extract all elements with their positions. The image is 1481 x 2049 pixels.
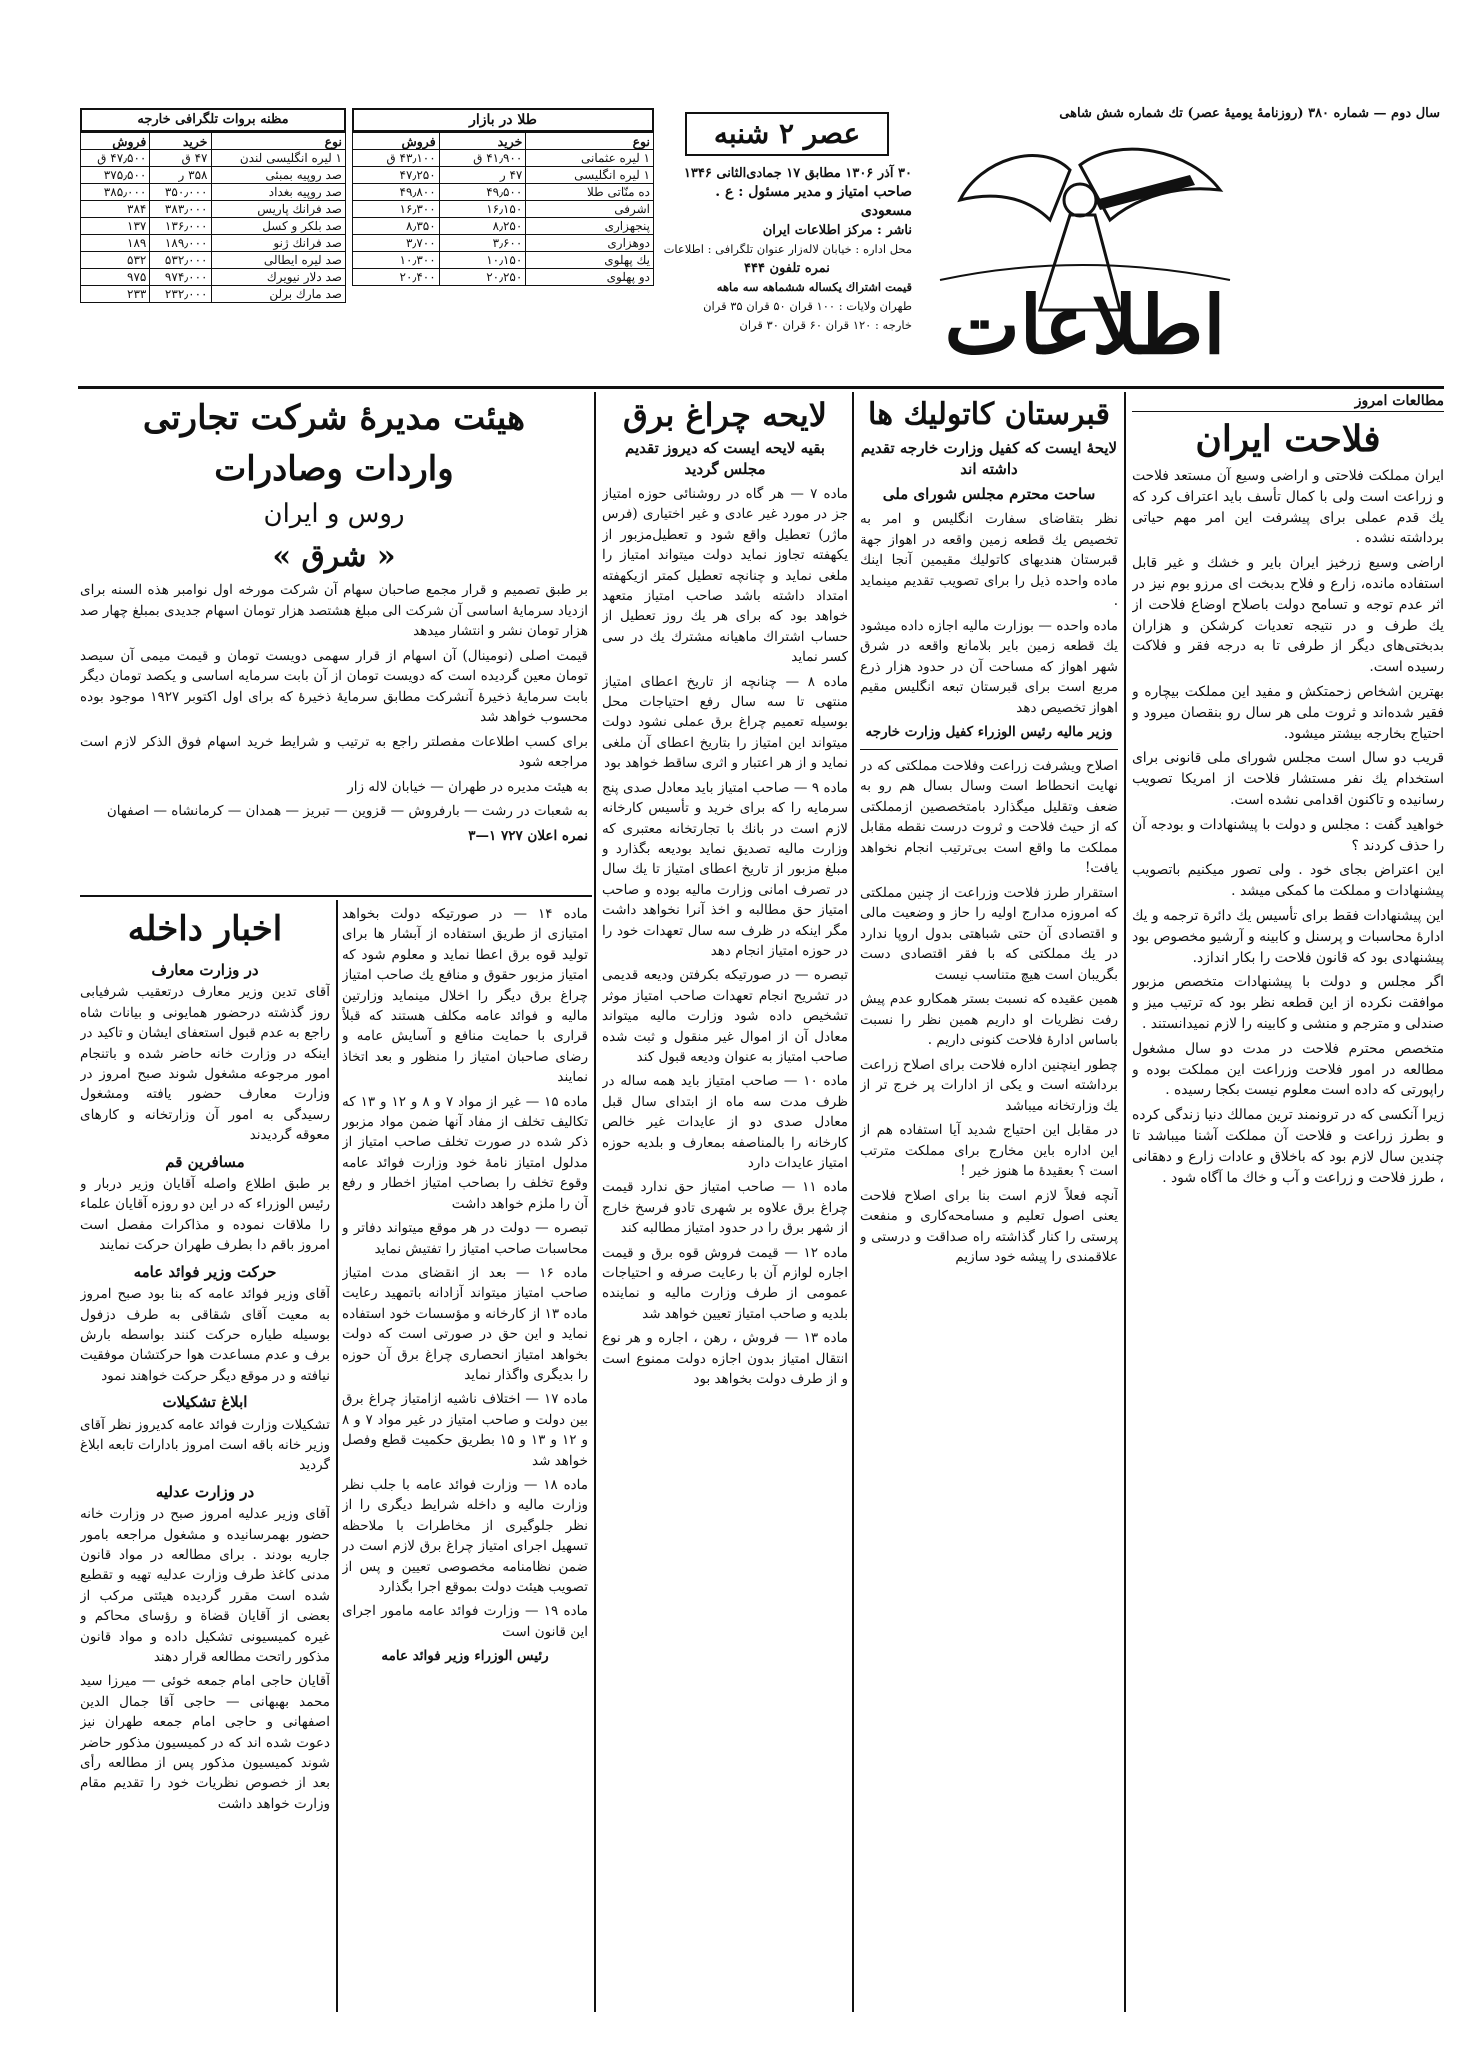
fx-table-row (81, 286, 346, 303)
article-title: قبرستان کاتولیك ها (868, 397, 1110, 432)
gold-table-cell: ۲۰٫۴۰۰ (353, 269, 440, 286)
fx-table-row (81, 150, 346, 167)
fx-header-sell: فروش (81, 133, 150, 150)
article-paragraph: زیرا آنکسی که در ترونمند ترین ممالك دنیا زندگی کرده و بطرز زراعت و فلاحت آن مملکت آشنا میباشد تا چندین سال لازم بود که باخلاق و عادات زارع و دهقانی ، طرز فلاحت و زراعت و آب و خاك ما آگاه شود . (1132, 1107, 1444, 1186)
gold-table-row (353, 184, 654, 201)
gold-table-cell: ۳٫۶۰۰ (439, 235, 526, 252)
article-paragraph: در مقابل این احتیاج شدید آیا استفاده هم از این اداره باین مخارج برای مملکت مترتب است ؟ بعقیدهٔ ما هنوز خیر ! (860, 1122, 1118, 1179)
article-title: لایحه چراغ برق (622, 396, 828, 434)
gold-price-table (352, 108, 654, 286)
news-heading: حرکت وزیر فوائد عامه (133, 1262, 277, 1281)
article-electric-light-bill-continued (342, 904, 588, 2012)
news-paragraph: آقای وزیر عدلیه امروز صبح در وزارت خانه حضور بهمرسانیده و مشغول مراجعه بامور جاریه بودند . برای مطالعه در مواد قانون مدنی کاغذ طرف وزارت عدلیه تهیه و تقطیع شده است مقرر گردیده هیئتی مرکب از بعضی از آقایان قضاة و رؤسای محاکم و غیره کمیسیونی تشکیل داده و مواد قانون مذکور راتحت مطالعه قرار دهند (80, 1506, 330, 1665)
masthead-logo (920, 130, 1250, 380)
article-catholic-cemetery (860, 392, 1118, 2012)
fx-table-cell: ۳۸۵٫۰۰۰ (81, 184, 150, 201)
article-paragraph: آنچه فعلاً لازم است بنا برای اصلاح فلاحت یعنی اصول تعلیم و مسامحه‌کاری و منفعت پرستی را کنار گذاشته راه صداقت و درستی و علاقمندی را پیشه خود سازیم (860, 1187, 1118, 1265)
article-paragraph: بهترین اشخاص زحمتکش و مفید این مملکت بیچاره و فقیر شده‌اند و ثروت ملی هر سال رو بنقصان میرود و احتیاج بخارجه بیشتر میشود. (1132, 683, 1444, 742)
gold-table-cell: ۱ لیره عثمانی (526, 150, 654, 167)
fx-table-row (81, 167, 346, 184)
article-paragraph: ماده ۱۹ — وزارت فوائد عامه مامور اجرای این قانون است (342, 1603, 588, 1640)
notice-title-line3: روس و ایران (263, 499, 405, 529)
fx-table-cell: ۱۸۹ (81, 235, 150, 252)
notice-shargh-company (80, 392, 588, 892)
domestic-news (80, 904, 330, 2012)
fx-rate-table (80, 108, 346, 303)
issue-line: سال دوم — شماره ۳۸۰ (روزنامهٔ یومیهٔ عصر) تك شماره شش شاهی (1059, 106, 1440, 121)
fx-header-buy: خرید (150, 133, 211, 150)
gold-table-cell: ۸٫۲۵۰ (439, 218, 526, 235)
gold-header-sell: فروش (353, 133, 440, 150)
gold-table-cell: ۱۶٫۱۵۰ (439, 201, 526, 218)
article-paragraph: نظر بتقاضای سفارت انگلیس و امر به تخصیص یك قطعه زمین واقعه در اهواز جهة قبرستان هندیهای کاتولیك مقیمین آنجا اینك ماده واحده ذیل را برای تصویب تقدیم مینماید . (860, 511, 1118, 609)
news-paragraph: تشکیلات وزارت فوائد عامه کدیروز نظر آقای وزیر خانه باقه است امروز بادارات تابعه ابلاغ گردید (80, 1416, 330, 1474)
article-paragraph: ماده ۱۴ — در صورتیکه دولت بخواهد امتیازی از طریق استفاده از آبشار ها برای تولید قوه برق اعطا نماید و معلوم شود که امتیاز مزبور حقوق و منافع یك صاحب امتیاز چراغ برق دیگر را اخلال مینماید وزارتین مالیه و فوائد عامه مکلف هستند که قبلاً قراری با حمایت منافع و آسایش عامه و رضای صاحبان امتیاز را منظور و بعد اتخاذ نمایند (342, 906, 588, 1086)
article-paragraph: ماده ۸ — چنانچه از تاریخ اعطای امتیاز منتهی تا سه سال رفع احتیاجات محل بوسیله تعمیم چراغ برق عملی نشود دولت میتواند این امتیاز را بتاریخ اعطای آن ملغی نماید و از هر اعتبار و اثری ساقط خواهد بود (602, 673, 848, 772)
fx-table-cell: صد روپیه بمبئی (211, 167, 346, 184)
section-rule (860, 749, 1118, 750)
fx-table-cell: صد مارك برلن (211, 286, 346, 303)
masthead-rule (78, 386, 1444, 389)
article-kicker: مطالعات امروز (1132, 392, 1444, 412)
fx-table-cell: ۹۷۵ (81, 269, 150, 286)
fx-table-cell: ۱ لیره انگلیسی لندن (211, 150, 346, 167)
subscription-title: قیمت اشتراك یکساله ششماهه سه ماهه (716, 280, 912, 294)
news-paragraph: آقایان حاجی امام جمعه خوئی — میرزا سید محمد بهبهانی — حاجی آقا جمال الدین اصفهانی و حاجی امام جمعه طهران نیز دعوت شده اند که در کمیسیون مذکور حاضر شوند کمیسیون مذکور پس از مطالعه رأی بعد از خصوص نظریات خود را تقدیم مقام وزارت خواهد داشت (80, 1673, 330, 1812)
gold-table-cell: دو پهلوی (526, 269, 654, 286)
signature-line: وزیر مالیه رئیس الوزراء کفیل وزارت خارجه (865, 724, 1113, 740)
fx-table-cell: صد فرانك ژنو (211, 235, 346, 252)
notice-paragraph: به هیئت مدیره در طهران — خیابان لاله زار (347, 778, 588, 795)
article-addressee: ساحت محترم مجلس شورای ملی (882, 485, 1096, 503)
fx-table-cell: صد بلکر و کسل (211, 218, 346, 235)
article-paragraph: ماده ۷ — هر گاه در روشنائی حوزه امتیاز جز در مورد غیر عادی و غیر اختیاری (فرس ماژر) تعطیل واقع شود و تعطیل‌مزبور از یکهفته تجاوز نماید دولت میتواند امتیاز را ملغی نماید و چنانچه تعطیل کمتر ازیکهفته امتداد داشته باشد صاحب امتیاز متعهد خواهد بود که برای هر یك روز تعطیل از حساب اشتراك ماهیانه مشترك یك در سی کسر نماید (602, 486, 848, 666)
fx-table-cell: ۳۵۰٫۰۰۰ (150, 184, 211, 201)
fx-table-cell: ۱۳۶٫۰۰۰ (150, 218, 211, 235)
article-subtitle: بقیه لایحه ایست که دیروز تقدیم مجلس گردید (625, 439, 825, 478)
fx-table-row (81, 201, 346, 218)
fx-table-cell: ۴۷ ق (150, 150, 211, 167)
fx-table-row (81, 269, 346, 286)
fx-table-cell: ۵۳۲ (81, 252, 150, 269)
gold-table-row (353, 252, 654, 269)
gold-table-row (353, 201, 654, 218)
article-paragraph: تبصره — در صورتیکه بکرفتن ودیعه قدیمی در تشریح انجام تعهدات صاحب امتیاز موثر تشخیص داده شود وزارت مالیه میتواند معادل آن از اموال غیر منقول و ثبت شده صاحب امتیاز به عنوان ودیعه قبول کند (602, 967, 848, 1065)
article-paragraph: چطور اینچنین اداره فلاحت برای اصلاح زراعت برداشته است و یکی از ادارات پر خرج تر از یك وزارتخانه میباشد (860, 1056, 1118, 1114)
gold-table-cell: ۴۱٫۹۰۰ ق (439, 150, 526, 167)
notice-paragraph: برای کسب اطلاعات مفصلتر راجع به ترتیب و شرایط خرید اسهام فوق الذکر لازم است مراجعه شود (80, 733, 588, 770)
notice-number: نمره اعلان ۷۲۷ ۱—۳ (468, 827, 588, 844)
column-divider (336, 900, 338, 2012)
article-paragraph: اراضی وسیع زرخیز ایران بایر و خشك و غیر قابل استفاده مانده، زارع و فلاح بدبخت ای مرزو بوم نیز در اثر عدم توجه و تسامح دولت باصلاح اوضاع فلاحت از یك طرف و در نتیجه تعدیات کرشکن و هزاران بدبختی‌های دیگر از طرفی تا به درجه فقر و فلاکت رسیده است. (1132, 555, 1444, 676)
gold-table-cell: ۳٫۷۰۰ (353, 235, 440, 252)
issue-date: ۳۰ آذر ۱۳۰۶ مطابق ۱۷ جمادی‌الثانی ۱۳۴۶ (683, 166, 912, 181)
fx-table-title: مظنه بروات تلگرافی خارجه (80, 108, 346, 132)
fx-table-row (81, 184, 346, 201)
notice-paragraph: بر طبق تصمیم و قرار مجمع صاحبان سهام آن شرکت مورخه اول نوامبر هذه السنه برای ازدیاد سرمایهٔ اساسی آن شرکت الی مبلغ هشتصد هزار تومان اسهام جدیدی بمبلغ چهار صد هزار تومان نشر و انتشار میدهد (80, 582, 588, 639)
notice-title-line2: واردات وصادرات (214, 449, 454, 489)
article-paragraph: ماده ۹ — صاحب امتیاز باید معادل صدی پنج سرمایه را که برای خرید و تأسیس کارخانه لازم است در بانك با تجارتخانه معتبری که وزارت مالیه تصدیق نماید بودیعه بگذارد و مبلغ مزبور از تاریخ اعطای امتیاز تا یك سال در تصرف امانی وزارت مالیه بوده و صاحب امتیاز حق مطالبه و اخذ آنرا نخواهد داشت مگر اینکه در ظرف سه سال تعهدات خود را در حوزه امتیاز انجام دهد (602, 779, 848, 959)
fx-table-row (81, 235, 346, 252)
gold-table-cell: ۱۶٫۳۰۰ (353, 201, 440, 218)
news-heading: مسافرین قم (165, 1152, 245, 1171)
gold-table-cell: یك پهلوی (526, 252, 654, 269)
gold-table-cell: ۴۹٫۸۰۰ (353, 184, 440, 201)
fx-table-cell: ۳۸۴ (81, 201, 150, 218)
gold-table-row (353, 235, 654, 252)
article-paragraph: ماده ۱۲ — قیمت فروش قوه برق و قیمت اجاره لوازم آن با رعایت صرفه و احتیاجات عمومی از طرف وزارت مالیه و نماینده بلدیه و صاحب امتیاز تعیین خواهد شد (602, 1244, 848, 1322)
fx-header-type: نوع (211, 133, 346, 150)
article-paragraph: خواهید گفت : مجلس و دولت با پیشنهادات و بودجه آن را حذف کردند ؟ (1132, 816, 1444, 854)
article-paragraph: اصلاح ویشرفت زراعت وفلاحت مملکتی که در نهایت انحطاط است وسال بسال هم رو به ضعف وتقلیل میگذارد بامتخصصین ازمملکتی که از حیث فلاحت و ثروت درست نقطه مقابل مملکت ما واقع است بی‌ترتیب انجام نخواهد یافت! (860, 757, 1118, 876)
gold-table-row (353, 167, 654, 184)
masthead-info (662, 112, 912, 402)
gold-table-cell: ۱۰٫۳۰۰ (353, 252, 440, 269)
fx-table-cell: ۵۳۲٫۰۰۰ (150, 252, 211, 269)
gold-table-cell: اشرفی (526, 201, 654, 218)
gold-table-row (353, 218, 654, 235)
gold-table-cell: ۸٫۳۵۰ (353, 218, 440, 235)
office-line: محل اداره : خیابان لاله‌زار عنوان تلگرافی : اطلاعات (663, 242, 912, 256)
notice-title-line4: « شرق » (272, 539, 396, 574)
gold-table-cell: ۴۷٫۲۵۰ (353, 167, 440, 184)
fx-table-cell: ۱۳۷ (81, 218, 150, 235)
column-divider (594, 392, 596, 2012)
owner-line: صاحب امتیاز و مدیر مسئول : ع . مسعودی (715, 184, 912, 219)
gold-table-cell: ۴۳٫۱۰۰ ق (353, 150, 440, 167)
gold-table-cell: ۲۰٫۲۵۰ (439, 269, 526, 286)
news-paragraph: بر طبق اطلاع واصله آقایان وزیر دربار و رئیس الوزراء که در این دو روزه آقایان علماء را ملاقات نموده و مذاکرات مفصل است امروز باقم دا بطرف طهران حرکت نمایند (80, 1176, 330, 1254)
article-paragraph: ماده ۱۵ — غیر از مواد ۷ و ۸ و ۱۲ و ۱۳ که تکالیف تخلف از مفاد آنها ضمن مواد مزبور ذکر شده در صورت تخلف صاحب امتیاز از مدلول امتیاز نامهٔ خود وزارت فوائد عامه وقوع تخلف را بصاحب امتیاز اخطار و رفع آن را ملزم خواهد داشت (342, 1093, 588, 1212)
article-paragraph: ایران مملکت فلاحتی و اراضی وسیع آن مستعد فلاحت و زراعت است ولی با کمال تأسف باید اعتراف کرد که یك قدم عملی برای پیشرفت این امر مهم حیاتی برداشته نشده . (1132, 468, 1444, 547)
article-subtitle: لایحهٔ ایست که کفیل وزارت خارجه تقدیم داشته اند (860, 439, 1118, 478)
signature-line: رئیس الوزراء وزیر فوائد عامه (381, 1648, 549, 1665)
news-heading: در وزارت عدلیه (155, 1482, 255, 1501)
notice-paragraph: به شعبات در رشت — بارفروش — قزوین — تبریز — همدان — کرمانشاه — اصفهان (106, 803, 588, 819)
article-paragraph: این پیشنهادات فقط برای تأسیس یك دائرة ترجمه و یك ادارهٔ محاسبات و پرسنل و کابینه و آرشیو مخصوص بود پیشنهادی بود که قانون فلاحت را بکار اندازد. (1132, 907, 1444, 966)
fx-table-cell: ۱۸۹٫۰۰۰ (150, 235, 211, 252)
notice-title: هیئت مدیرهٔ شرکت تجارتی (142, 398, 526, 438)
gold-table-cell: ۱۰٫۱۵۰ (439, 252, 526, 269)
fx-table-cell: ۴۷٫۵۰۰ ق (81, 150, 150, 167)
news-section-title: اخبار داخله (127, 909, 283, 949)
news-paragraph: آقای تدین وزیر معارف درتعقیب شرفیابی روز گذشته درحضور همایونی و بیانات شاه راجع به عدم قبول استعفای ایشان و تاکید در اینکه در وزارت خانه حاضر شده و باتنجام امور مرجوعه مشغول شوند صبح امروز در وزارت معارف حضور یافته ومشغول رسیدگی به امور آن وزارتخانه و کارهای معوقه گردیدند (80, 984, 330, 1144)
notice-paragraph: قیمت اصلی (نومینال) آن اسهام از قرار سهمی دویست تومان و قیمت میمی آن سیصد تومان معین گردیده است که دویست تومان از آن بابت سرمایه اساسی و یکصد تومان دیگر بابت سرمایهٔ ذخیرهٔ آنشرکت مطابق سرمایهٔ ذخیرهٔ که برای اول اکتوبر ۱۹۲۷ موجود بوده محسوب خواهد شد (80, 647, 588, 725)
gold-table-cell: ۱ لیره انگلیسی (526, 167, 654, 184)
fx-table-cell: ۹۷۴٫۰۰۰ (150, 269, 211, 286)
gold-table-cell: ده منّاتی طلا (526, 184, 654, 201)
fx-table-row (81, 218, 346, 235)
fx-table-cell: ۳۵۸ ر (150, 167, 211, 184)
gold-table-cell: ۴۷ ر (439, 167, 526, 184)
news-heading: ابلاغ تشکیلات (162, 1393, 248, 1412)
article-electric-light-bill (602, 392, 848, 2012)
gold-table-title: طلا در بازار (352, 108, 654, 132)
article-paragraph: تبصره — دولت در هر موقع میتواند دفاتر و محاسبات صاحب امتیاز را تفتیش نماید (342, 1220, 588, 1257)
gold-table-row (353, 150, 654, 167)
fx-table-cell: ۳۸۳٫۰۰۰ (150, 201, 211, 218)
phone-line: نمره تلفون ۴۴۴ (744, 261, 830, 276)
publisher-line: ناشر : مرکز اطلاعات ایران (762, 223, 912, 238)
article-paragraph: ماده ۱۷ — اختلاف ناشیه ازامتیاز چراغ برق بین دولت و صاحب امتیاز در غیر مواد ۷ و ۸ و ۱۲ و ۱۳ و ۱۵ بطریق حکمیت قطع وفصل خواهد شد (342, 1391, 588, 1469)
gold-table-cell: ۴۹٫۵۰۰ (439, 184, 526, 201)
gold-table-row (353, 269, 654, 286)
article-paragraph: ماده ۱۶ — بعد از انقضای مدت امتیاز صاحب امتیاز میتواند آزادانه باتمهید رعایت ماده ۱۳ از کارخانه و مؤسسات خود استفاده نماید و این حق در صورتی است که دولت بخواهد امتیاز انحصاری چراغ برق آن حوزه را بدیگری واگذار نماید (342, 1264, 588, 1383)
article-paragraph: ماده ۱۳ — فروش ، رهن ، اجاره و هر نوع انتقال امتیاز بدون اجازه دولت ممنوع است و از طرف دولت بخواهد بود (602, 1330, 848, 1388)
news-heading: در وزارت معارف (151, 961, 259, 979)
gold-header-buy: خرید (439, 133, 526, 150)
article-paragraph: اگر مجلس و دولت با پیشنهادات متخصص مزبور موافقت نکرده از این قطعه نظر بود که ترتیب میز و صندلی و مترجم و منشی و کابینه را لازم نمیدانستند . (1132, 974, 1444, 1032)
article-title: فلاحت ایران (1195, 418, 1381, 460)
column-divider (1124, 392, 1126, 2012)
article-paragraph: این اعتراض بجای خود . ولی تصور میکنیم باتصویب پیشنهادات و مملکت ما کمکی میشد . (1132, 862, 1444, 900)
article-paragraph: ماده ۱۰ — صاحب امتیاز باید همه ساله در ظرف مدت سه ماه از ابتدای سال قبل معادل صدی دو از عایدات غیر خالص کارخانه را بالمناصفه بمعارف و بلدیه حوزه امتیاز عایدات دارد (602, 1073, 848, 1171)
fx-table-cell: صد لیره ایطالی (211, 252, 346, 269)
gold-table-cell: دوهزاری (526, 235, 654, 252)
fx-table-cell: صد روپیه بغداد (211, 184, 346, 201)
news-paragraph: آقای وزیر فوائد عامه که بنا بود صبح امروز به معیت آقای شقاقی به طرف دزفول بوسیله طیاره حرکت کنند بواسطه بارش برف و عدم مساعدت هوا حرکتشان موفقیت نیافته و در موقع دیگر حرکت خواهند نمود (80, 1286, 330, 1384)
article-paragraph: متخصص محترم فلاحت در مدت دو سال مشغول مطالعه در امور فلاحت وزراعت این مملکت بوده و راپورتی که داده است معلوم نیست بکجا رسیده . (1132, 1040, 1444, 1099)
column-divider (852, 392, 854, 2012)
article-paragraph: ماده ۱۱ — صاحب امتیاز حق ندارد قیمت چراغ برق علاوه بر شهری تادو فرسخ خارج از شهر برق را در حدود امتیاز مطالبه کند (602, 1179, 848, 1237)
edition-box: عصر ۲ شنبه (685, 112, 889, 156)
gold-table-cell: پنجهزاری (526, 218, 654, 235)
fx-table-cell: صد فرانك پاریس (211, 201, 346, 218)
subscription-tehran: طهران ولایات : ۱۰۰ قران ۵۰ قران ۳۵ قران (703, 299, 912, 313)
subscription-abroad: خارجه : ۱۲۰ قران ۶۰ قران ۳۰ قران (739, 318, 912, 332)
article-paragraph: استقرار طرز فلاحت وزراعت از چنین مملکتی که امروزه مدارج اولیه را حاز و وضعیت مالی و اقتصادی آن حتی شباهتی بدول اروپا ندارد در یك مملکتی که با فقر اقتصادی دست بگریبان است هیچ متناسب نیست (860, 884, 1118, 983)
article-paragraph: همین عقیده که نسبت بستر همکارو عدم پیش رفت نظریات او داریم همین نظر را نسبت باساس ادارهٔ فلاحت کنونی داریم . (860, 991, 1118, 1048)
article-paragraph: ماده ۱۸ — وزارت فوائد عامه با جلب نظر وزارت مالیه و داخله شرایط دیگری را از نظر جلوگیری از مخاطرات با ملاحظه تسهیل اجرای امتیاز چراغ برق لازم است در ضمن نظامنامه مخصوصی تعیین و پس از تصویب هیئت دولت بموقع اجرا بگذارد (342, 1476, 588, 1595)
notice-rule (80, 895, 592, 897)
article-paragraph: ماده واحده — بوزارت مالیه اجازه داده میشود یك قطعه زمین بایر بلامانع واقعه در شرق شهر اهواز که مساحت آن در حدود هزار ذرع مربع است برای قبرستان تبعه انگلیس مقیم اهواز تخصیص دهد (860, 617, 1118, 716)
logo-text: اطلاعات (944, 278, 1226, 372)
article-paragraph: قریب دو سال است مجلس شورای ملی قانونی برای استخدام یك نفر مستشار فلاحت از امریکا تصویب رسانیده و تاکنون اقدامی نشده است. (1132, 750, 1444, 808)
gold-header-type: نوع (526, 133, 654, 150)
fx-table-row (81, 252, 346, 269)
fx-table-cell: ۲۳۲٫۰۰۰ (150, 286, 211, 303)
article-agriculture (1132, 392, 1444, 2012)
fx-table-cell: صد دلار نیویرك (211, 269, 346, 286)
fx-table-cell: ۳۷۵٫۵۰۰ (81, 167, 150, 184)
fx-table-cell: ۲۳۳ (81, 286, 150, 303)
